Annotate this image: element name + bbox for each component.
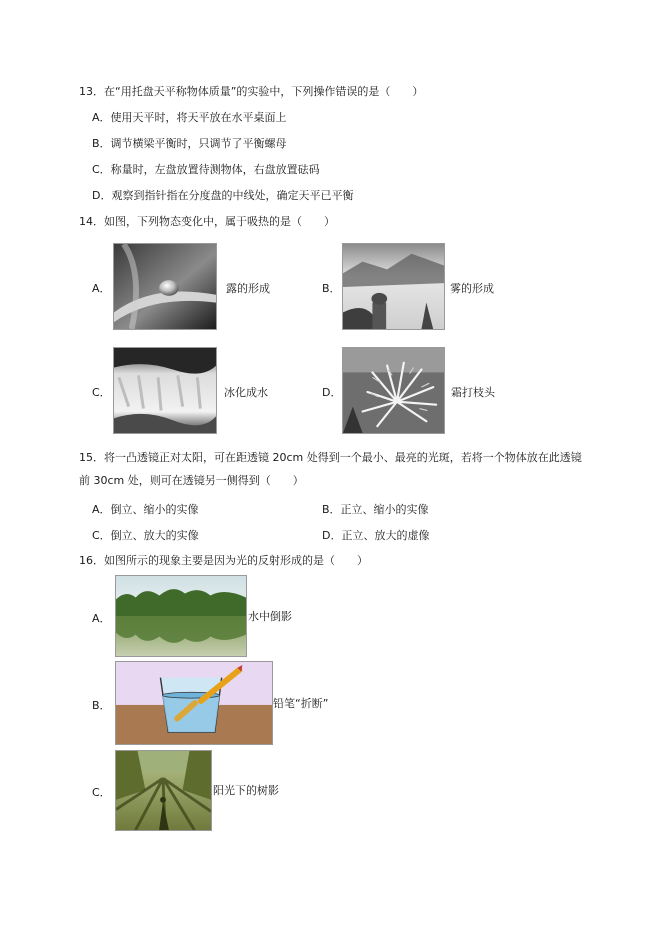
q13-stem: 13．在“用托盘天平称物体质量”的实验中，下列操作错误的是（ ） xyxy=(79,85,424,98)
q13-option-d: D．观察到指针指在分度盘的中线处，确定天平已平衡 xyxy=(92,189,354,202)
q15-option-c: C．倒立、放大的实像 xyxy=(92,529,199,542)
pencil-in-water-illustration xyxy=(115,661,273,745)
q14-option-a-caption: 露的形成 xyxy=(226,282,270,295)
water-reflection-photo xyxy=(115,575,247,657)
q14-option-d-caption: 霜打枝头 xyxy=(451,386,495,399)
q15-option-b: B．正立、缩小的实像 xyxy=(322,503,429,516)
q16-option-a-letter: A． xyxy=(92,612,111,625)
q13-option-b: B．调节横梁平衡时，只调节了平衡螺母 xyxy=(92,137,287,150)
q14-option-b-letter: B． xyxy=(322,282,341,295)
q16-option-c-caption: 阳光下的树影 xyxy=(213,784,279,797)
q14-option-c-letter: C． xyxy=(92,386,111,399)
q15-option-a: A．倒立、缩小的实像 xyxy=(92,503,199,516)
q14-option-b-caption: 雾的形成 xyxy=(450,282,494,295)
q14-stem: 14．如图，下列物态变化中，属于吸热的是（ ） xyxy=(79,215,335,228)
frost-branch-photo xyxy=(342,347,445,434)
q13-option-c: C．称量时，左盘放置待测物体，右盘放置砝码 xyxy=(92,163,320,176)
q16-stem: 16．如图所示的现象主要是因为光的反射形成的是（ ） xyxy=(79,554,368,567)
q16-option-c-letter: C． xyxy=(92,786,111,799)
q16-option-b-caption: 铅笔“折断” xyxy=(273,697,329,710)
tree-shadow-photo xyxy=(115,750,212,831)
q14-option-d-letter: D． xyxy=(322,386,342,399)
q16-option-b-letter: B． xyxy=(92,699,111,712)
q16-option-a-caption: 水中倒影 xyxy=(248,610,292,623)
q13-option-a: A．使用天平时，将天平放在水平桌面上 xyxy=(92,111,287,124)
melting-ice-photo xyxy=(113,347,217,434)
dew-drop-photo xyxy=(113,243,217,330)
fog-photo xyxy=(342,243,445,330)
q14-option-a-letter: A． xyxy=(92,282,111,295)
q15-stem: 15．将一凸透镜正对太阳，可在距透镜 20cm 处得到一个最小、最亮的光斑，若将一个物体放在此透镜前 30cm 处，则可在透镜另一侧得到（ ） xyxy=(79,451,582,487)
q15-option-d: D．正立、放大的虚像 xyxy=(322,529,430,542)
q14-option-c-caption: 冰化成水 xyxy=(224,386,268,399)
